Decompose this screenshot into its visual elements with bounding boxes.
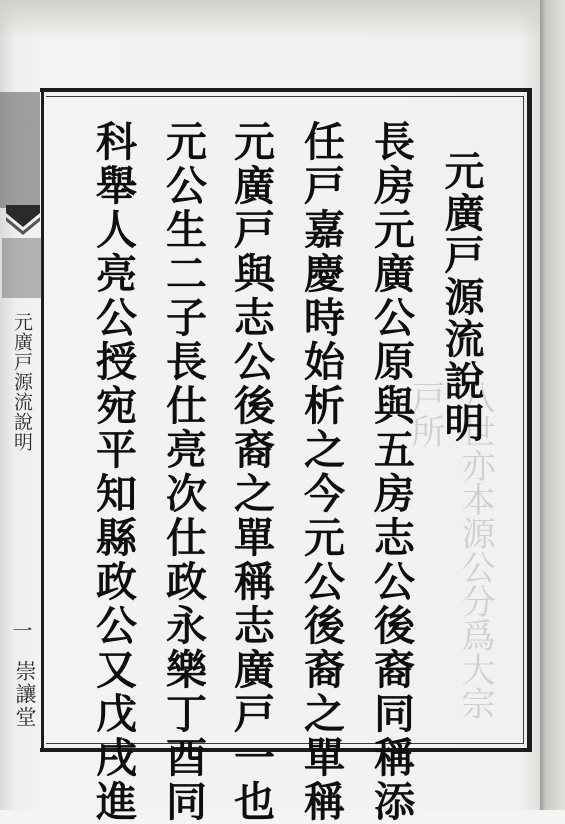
text-column-5: 科舉人亮公授宛平知縣政公又戊戌進 xyxy=(89,120,137,824)
document-title: 元廣戸源流說明 xyxy=(438,150,485,444)
margin-chapter-block xyxy=(2,238,42,298)
text-column-4: 元公生二子長仕亮次仕政永樂丁酉同 xyxy=(159,120,207,824)
bleed-through-text: 八世亦本源公分爲大宗戸所 xyxy=(405,380,495,720)
fishtail-ornament xyxy=(6,205,40,235)
text-column-2: 任戸嘉慶時始析之今元公後裔之單稱 xyxy=(297,120,345,824)
page-top-shadow xyxy=(0,0,565,40)
text-column-3: 元廣戸與志公後裔之單稱志廣戸一也 xyxy=(227,120,275,824)
text-column-1: 長房元廣公原與五房志公後裔同稱添 xyxy=(367,120,415,824)
margin-page-number: 一 xyxy=(9,620,33,640)
margin-hall-name: 崇讓堂 xyxy=(13,660,37,729)
margin-title-block xyxy=(0,92,40,208)
margin-section-label: 元廣戸源流說明 xyxy=(11,312,33,452)
page-edge-shadow xyxy=(540,0,565,810)
